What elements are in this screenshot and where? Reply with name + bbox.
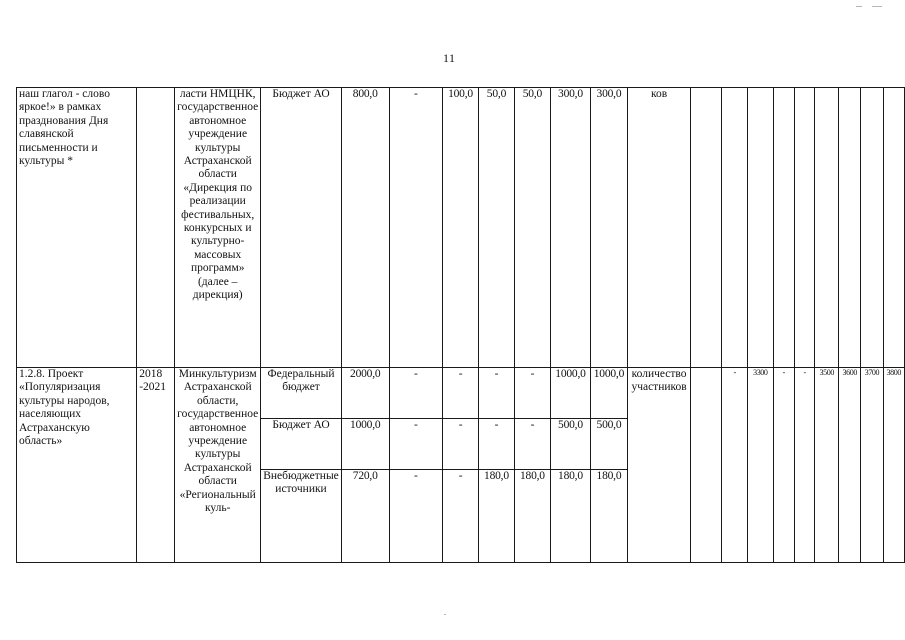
target-cell <box>794 88 814 368</box>
indicator-cell: количество участников <box>627 368 690 563</box>
funding-source-cell: Внебюджетные источники <box>261 470 342 563</box>
target-cell: 3700 <box>861 368 883 563</box>
budget-table <box>16 87 905 563</box>
total-cell: 2000,0 <box>341 368 389 419</box>
target-cell: - <box>722 368 748 563</box>
target-cell: 3300 <box>748 368 774 563</box>
target-cell <box>815 88 839 368</box>
target-cell: - <box>773 368 794 563</box>
year-value-cell: - <box>389 368 442 419</box>
funding-source-cell: Бюджет АО <box>261 88 342 368</box>
event-name-cell: 1.2.8. Проект «Популяризация культуры народов, населяющих Астраханскую область» <box>17 368 137 563</box>
event-name-cell: наш глагол - слово яркое!» в рамках празднования Дня славянской письменности и культуры * <box>17 88 137 368</box>
funding-source-cell: Федеральный бюджет <box>261 368 342 419</box>
executor-cell: ласти НМЦНК, государственное автономное учреждение культуры Астраханской области «Дирекция по реализации фестивальных, конкурсных и культурно-массовых программ» (далее – дирекция) <box>175 88 261 368</box>
target-cell: 3500 <box>815 368 839 563</box>
year-value-cell: - <box>389 88 442 368</box>
year-value-cell: 500,0 <box>591 419 628 470</box>
target-cell: 3600 <box>839 368 861 563</box>
target-cell: 3800 <box>883 368 904 563</box>
year-value-cell: - <box>389 419 442 470</box>
total-cell: 720,0 <box>341 470 389 563</box>
year-value-cell: 1000,0 <box>550 368 590 419</box>
year-value-cell: - <box>478 368 514 419</box>
target-cell <box>883 88 904 368</box>
executor-cell: Минкультуризм Астраханской области, государственное автономное учреждение культуры Астраханской области «Региональный куль- <box>175 368 261 563</box>
years-cell <box>137 88 175 368</box>
target-cell <box>748 88 774 368</box>
year-value-cell: - <box>514 368 550 419</box>
year-value-cell: - <box>514 419 550 470</box>
years-cell: 2018 -2021 <box>137 368 175 563</box>
year-value-cell: 180,0 <box>550 470 590 563</box>
target-cell <box>691 88 722 368</box>
year-value-cell: 50,0 <box>514 88 550 368</box>
year-value-cell: 1000,0 <box>591 368 628 419</box>
year-value-cell: 50,0 <box>478 88 514 368</box>
year-value-cell: 500,0 <box>550 419 590 470</box>
year-value-cell: - <box>443 368 479 419</box>
indicator-cell: ков <box>627 88 690 368</box>
year-value-cell: 300,0 <box>550 88 590 368</box>
table-row <box>17 368 905 419</box>
target-cell <box>722 88 748 368</box>
year-value-cell: - <box>478 419 514 470</box>
year-value-cell: 100,0 <box>443 88 479 368</box>
scan-speck <box>872 6 882 7</box>
funding-source-cell: Бюджет АО <box>261 419 342 470</box>
target-cell <box>839 88 861 368</box>
table-row <box>17 88 905 368</box>
year-value-cell: 180,0 <box>514 470 550 563</box>
year-value-cell: 180,0 <box>591 470 628 563</box>
total-cell: 1000,0 <box>341 419 389 470</box>
target-cell <box>773 88 794 368</box>
scan-speck <box>856 6 862 7</box>
year-value-cell: 180,0 <box>478 470 514 563</box>
year-value-cell: - <box>443 419 479 470</box>
total-cell: 800,0 <box>341 88 389 368</box>
target-cell <box>861 88 883 368</box>
target-cell <box>691 368 722 563</box>
year-value-cell: - <box>443 470 479 563</box>
target-cell: - <box>794 368 814 563</box>
year-value-cell: 300,0 <box>591 88 628 368</box>
page-number: 11 <box>443 51 456 65</box>
year-value-cell: - <box>389 470 442 563</box>
scan-speck <box>444 614 446 615</box>
